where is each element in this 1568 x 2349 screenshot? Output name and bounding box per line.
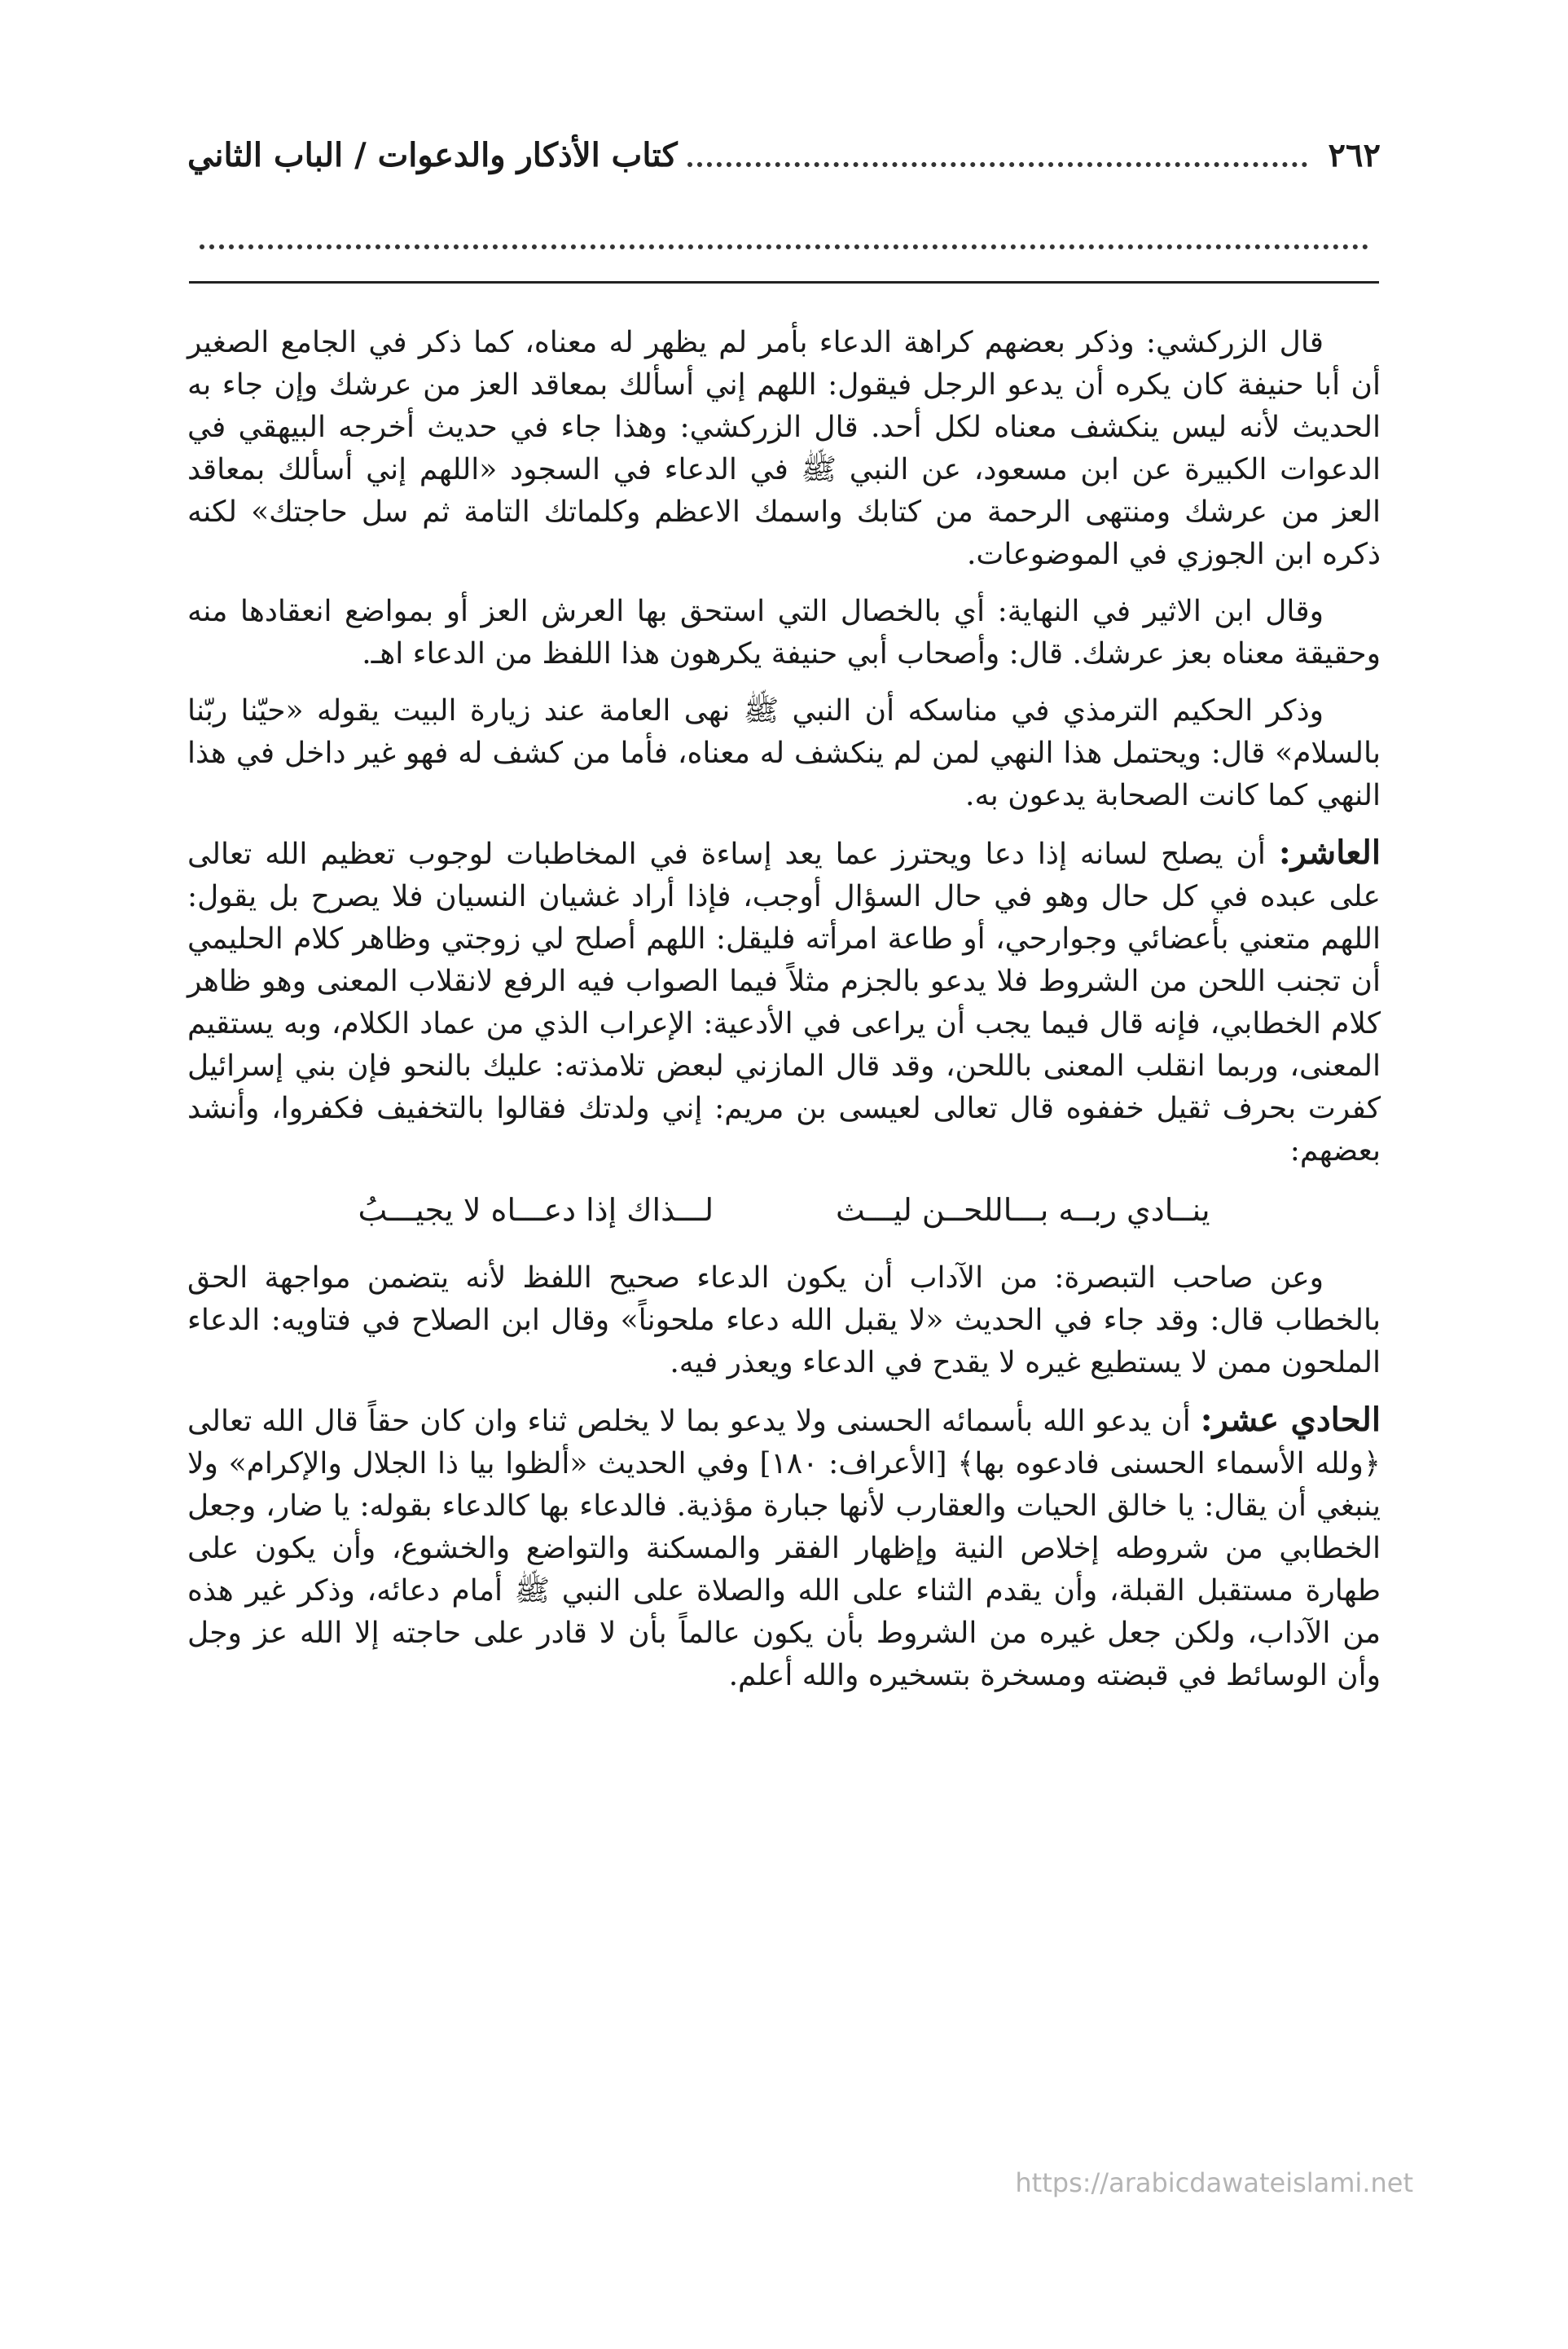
paragraph: وقال ابن الاثير في النهاية: أي بالخصال التي استحق بها العرش العز أو بمواضع انعقادها منه وحقيقة معناه بعز عرشك. قال: وأصحاب أبي حنيفة يكرهون هذا اللفظ من الدعاء اهـ. bbox=[187, 595, 1381, 671]
main-text bbox=[187, 322, 1381, 1712]
page-number: ٢٦٢ bbox=[1328, 135, 1381, 174]
header-title: كتاب الأذكار والدعوات / الباب الثاني bbox=[187, 135, 678, 174]
section-text: أن يصلح لسانه إذا دعا ويحترز عما يعد إساءة في المخاطبات لوجوب تعظيم الله تعالى على عبده في كل حال وهو في حال السؤال أوجب، فإذا أراد غشيان النسيان فلا يصرح بل يقول: اللهم متعني بأعضائي وجوارحي، أو طاعة امرأته فليقل: اللهم أصلح لي زوجتي وظاهر كلام الحليمي أن تجنب اللحن من الشروط فلا يدعو بالجزم مثلاً فيما الصواب فيه الرفع لانقلاب المعنى وهو ظاهر كلام الخطابي، فإنه قال فيما يجب أن يراعى في الأدعية: الإعراب الذي من عماد الكلام، وبه يستقيم المعنى، وربما انقلب المعنى باللحن، وقد قال المازني لبعض تلامذته: عليك بالنحو فإن بني إسرائيل كفرت بحرف ثقيل خففوه قال تعالى لعيسى بن مريم: إني ولدتك فقالوا بالتخفيف فكفروا، وأنشد بعضهم: bbox=[187, 838, 1381, 1168]
poetry-verse bbox=[187, 1187, 1381, 1233]
paragraph: قال الزركشي: وذكر بعضهم كراهة الدعاء بأمر لم يظهر له معناه، كما ذكر في الجامع الصغير أن أبا حنيفة كان يكره أن يدعو الرجل فيقول: اللهم إني أسألك بمعاقد العز من عرشك وإن جاء به الحديث لأنه ليس ينكشف معناه لكل أحد. قال الزركشي: وهذا جاء في حديث أخرجه البيهقي في الدعوات الكبيرة عن ابن مسعود، عن النبي ﷺ في الدعاء في السجود «اللهم إني أسألك بمعاقد العز من عرشك ومنتهى الرحمة من كتابك واسمك الاعظم وكلماتك التامة ثم سل حاجتك» لكنه ذكره ابن الجوزي في الموضوعات. bbox=[187, 326, 1381, 571]
verse-first-hemistich: ينــادي ربــه بـــاللحــن ليـــث bbox=[836, 1192, 1210, 1228]
section-heading: الحادي عشر: bbox=[1200, 1401, 1381, 1439]
running-header bbox=[187, 122, 1381, 187]
paragraph: وذكر الحكيم الترمذي في مناسكه أن النبي ﷺ نهى العامة عند زيارة البيت يقوله «حيّنا ربّنا بالسلام» قال: ويحتمل هذا النهي لمن لم ينكشف له معناه، فأما من كشف له فهو غير داخل في هذا النهي كما كانت الصحابة يدعون به. bbox=[187, 694, 1381, 812]
dotted-rule bbox=[200, 244, 1368, 249]
header-dotted-leader bbox=[687, 162, 1307, 167]
watermark-url: https://arabicdawateislami.net bbox=[1015, 2167, 1413, 2198]
header-rule bbox=[189, 281, 1379, 284]
paragraph: وعن صاحب التبصرة: من الآداب أن يكون الدعاء صحيح اللفظ لأنه يتضمن مواجهة الحق بالخطاب قال: وقد جاء في الحديث «لا يقبل الله دعاء ملحوناً» وقال ابن الصلاح في فتاويه: الدعاء الملحون ممن لا يستطيع غيره لا يقدح في الدعاء ويعذر فيه. bbox=[187, 1261, 1381, 1379]
section-text: أن يدعو الله بأسمائه الحسنى ولا يدعو بما لا يخلص ثناء وان كان حقاً قال الله تعالى ﴿ولله الأسماء الحسنى فادعوه بها﴾ [الأعراف: ١٨٠] وفي الحديث «ألظوا بيا ذا الجلال والإكرام» ولا ينبغي أن يقال: يا خالق الحيات والعقارب لأنها جبارة مؤذية. فالدعاء بها كالدعاء بقوله: يا ضار، وجعل الخطابي من شروطه إخلاص النية وإظهار الفقر والمسكنة والتواضع والخشوع، وأن يكون على طهارة مستقبل القبلة، وأن يقدم الثناء على الله والصلاة على النبي ﷺ أمام دعائه، وذكر غير هذه من الآداب، ولكن جعل غيره من الشروط بأن يكون عالماً بأن لا قادر على حاجته إلا الله عز وجل وأن الوسائط في قبضته ومسخرة بتسخيره والله أعلم. bbox=[187, 1405, 1381, 1692]
section-tenth bbox=[187, 832, 1381, 1172]
section-heading: العاشر: bbox=[1278, 834, 1381, 872]
verse-second-hemistich: لـــذاك إذا دعـــاه لا يجيـــبُ bbox=[358, 1192, 714, 1228]
section-eleventh bbox=[187, 1399, 1381, 1697]
